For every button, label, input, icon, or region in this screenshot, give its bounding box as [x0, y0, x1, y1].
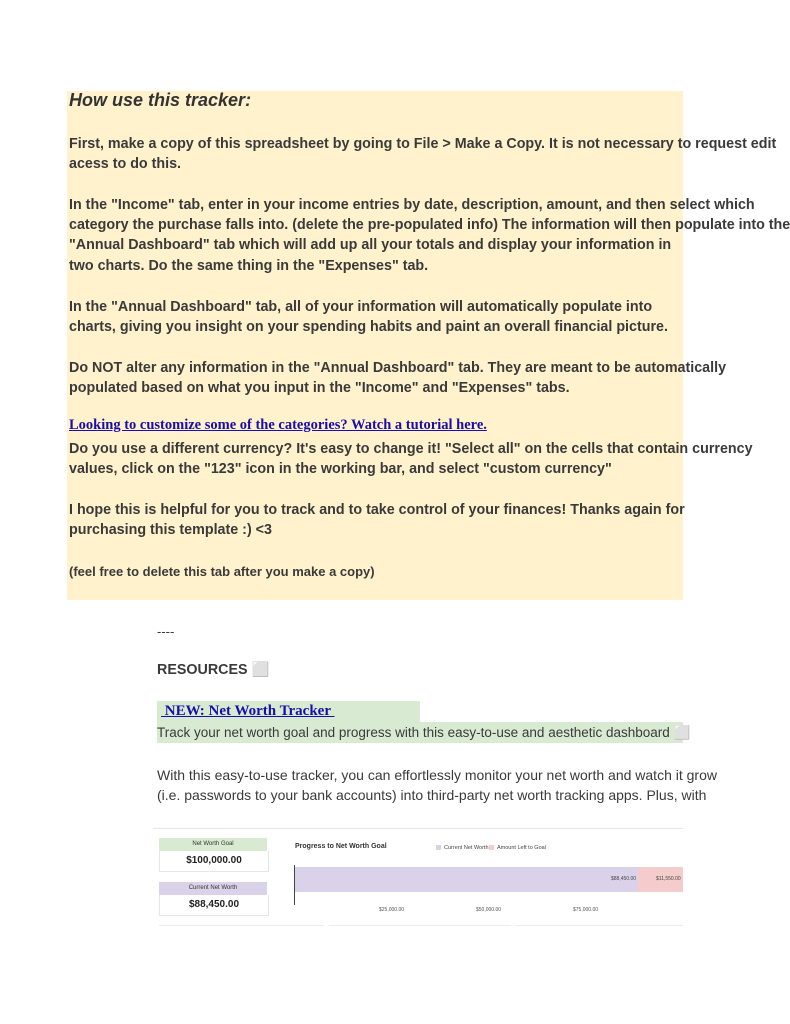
tick-label: $25,000.00 [379, 907, 405, 913]
goal-value: $100,000.00 [159, 851, 269, 872]
instructions-p4-line2: populated based on what you input in the "Income" and "Expenses" tabs. [69, 380, 570, 396]
net-worth-dashboard-preview [153, 828, 683, 929]
track-line-cell [157, 722, 691, 743]
legend-left-swatch [489, 845, 494, 850]
tutorial-link[interactable]: Looking to customize some of the categories? Watch a tutorial here. [69, 417, 487, 433]
chart-title: Progress to Net Worth Goal [295, 843, 387, 850]
divider [159, 925, 324, 926]
bar-current-net-worth [295, 867, 638, 892]
goal-label: Net Worth Goal [159, 838, 267, 851]
instructions-p6-line1: I hope this is helpful for you to track and to take control of your finances! Thanks again for [69, 502, 685, 518]
bar-label-left: $11,550.00 [656, 876, 681, 882]
instructions-p7: (feel free to delete this tab after you make a copy) [69, 564, 375, 579]
instructions-title: How use this tracker: [69, 90, 252, 110]
instructions-p2-line3: "Annual Dashboard" tab which will add up all your totals and display your information in [69, 237, 672, 253]
instructions-p1-line1: First, make a copy of this spreadsheet by going to File > Make a Copy. It is not necessary to request edit [69, 136, 777, 152]
legend-current [436, 845, 489, 851]
bar-label-current: $88,450.00 [611, 876, 637, 882]
instructions-p4-line1: Do NOT alter any information in the "Annual Dashboard" tab. They are meant to be automatically [69, 360, 727, 376]
instructions-p3-line1: In the "Annual Dashboard" tab, all of your information will automatically populate into [69, 299, 653, 315]
legend-left [489, 845, 546, 851]
current-value: $88,450.00 [159, 895, 269, 916]
track-line-text: Track your net worth goal and progress with this easy-to-use and aesthetic dashboard ⬜ [157, 725, 691, 740]
description-line-2: (i.e. passwords to your bank accounts) into third-party net worth tracking apps. Plus, with [157, 787, 707, 803]
instructions-panel [67, 90, 790, 600]
instructions-p2-line1: In the "Income" tab, enter in your income entries by date, description, amount, and then select which [69, 197, 755, 213]
divider [329, 925, 511, 926]
instructions-p2-line4: two charts. Do the same thing in the "Expenses" tab. [69, 258, 429, 274]
instructions-p3-line2: charts, giving you insight on your spending habits and paint an overall financial picture. [69, 319, 668, 335]
divider-dashes: ---- [157, 624, 175, 639]
legend-current-swatch [436, 845, 441, 850]
description-paragraph [157, 765, 717, 805]
tick-label: $50,000.00 [476, 907, 502, 913]
instructions-p5-line2: values, click on the "123" icon in the working bar, and select "custom currency" [69, 461, 612, 477]
legend-current-label: Current Net Worth [444, 845, 489, 851]
resources-heading: RESOURCES ⬜ [157, 662, 270, 678]
instructions-p2-line2: category the purchase falls into. (delete the pre-populated info) The information will then populate into the [69, 217, 790, 233]
instructions-p1-line2: acess to do this. [69, 156, 182, 172]
current-label: Current Net Worth [159, 882, 267, 895]
instructions-p6-line2: purchasing this template :) <3 [69, 522, 272, 538]
net-worth-tracker-link[interactable]: NEW: Net Worth Tracker [161, 703, 335, 719]
tick-label: $75,000.00 [573, 907, 599, 913]
divider [515, 925, 683, 926]
description-line-1: With this easy-to-use tracker, you can effortlessly monitor your net worth and watch it grow [157, 767, 717, 783]
net-worth-link-cell [157, 701, 420, 723]
legend-left-label: Amount Left to Goal [497, 845, 546, 851]
instructions-p5-line1: Do you use a different currency? It's easy to change it! "Select all" on the cells that contain currency [69, 441, 753, 457]
